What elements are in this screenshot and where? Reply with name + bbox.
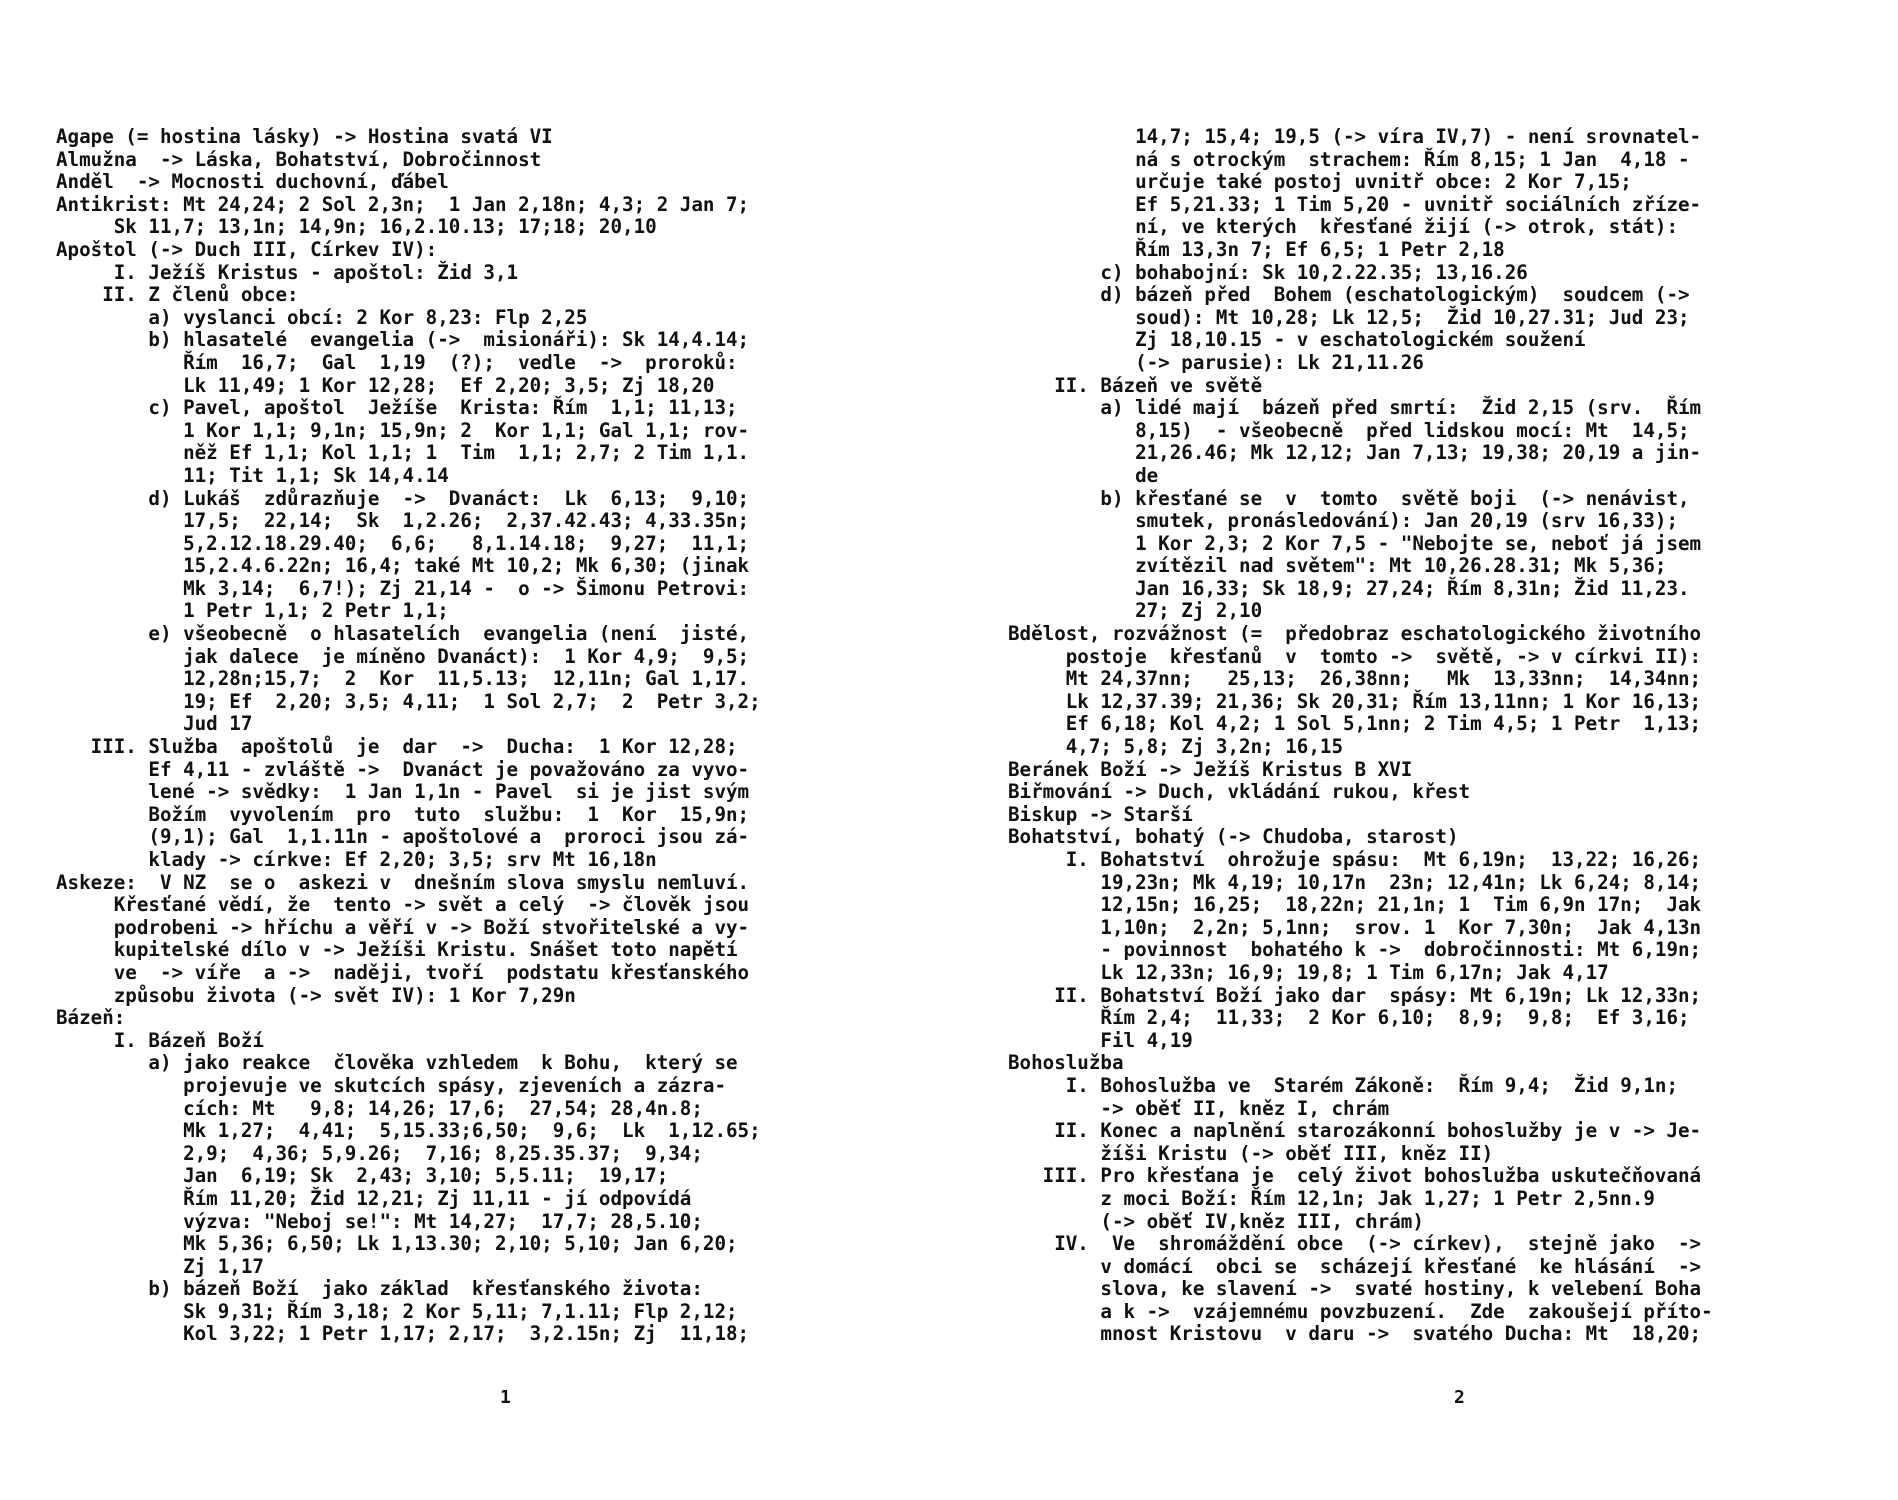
text-line: Mt 24,37nn; 25,13; 26,38nn; Mk 13,33nn; 14,34nn; bbox=[1008, 667, 1702, 691]
text-line: Almužna -> Láska, Bohatství, Dobročinnost bbox=[56, 147, 542, 171]
text-line: II. Bázeň ve světě bbox=[1008, 373, 1263, 397]
text-line: Bohoslužba bbox=[1008, 1051, 1124, 1075]
text-line: Apoštol (-> Duch III, Církev IV): bbox=[56, 237, 438, 261]
text-line: III. Pro křesťana je celý život bohoslužba uskutečňovaná bbox=[1008, 1164, 1702, 1188]
text-line: a) jako reakce člověka vzhledem k Bohu, který se bbox=[56, 1051, 738, 1075]
text-line: Biskup -> Starší bbox=[1008, 802, 1193, 826]
text-line: Ef 4,11 - zvláště -> Dvanáct je považováno za vyvo- bbox=[56, 757, 750, 781]
text-line: lené -> svědky: 1 Jan 1,1n - Pavel si je jist svým bbox=[56, 780, 750, 804]
text-line: Křesťané vědí, že tento -> svět a celý -> člověk jsou bbox=[56, 893, 750, 917]
text-line: -> oběť II, kněz I, chrám bbox=[1008, 1096, 1390, 1120]
text-line: způsobu života (-> svět IV): 1 Kor 7,29n bbox=[56, 983, 576, 1007]
text-line: Agape (= hostina lásky) -> Hostina svatá VI bbox=[56, 125, 553, 148]
text-line: 11; Tit 1,1; Sk 14,4.14 bbox=[56, 463, 449, 487]
text-line: Biřmování -> Duch, vkládání rukou, křest bbox=[1008, 780, 1471, 804]
text-line: Mk 1,27; 4,41; 5,15.33;6,50; 9,6; Lk 1,12.65; bbox=[56, 1119, 761, 1143]
text-line: Ef 6,18; Kol 4,2; 1 Sol 5,1nn; 2 Tim 4,5; 1 Petr 1,13; bbox=[1008, 712, 1702, 736]
text-line: (-> parusie): Lk 21,11.26 bbox=[1008, 350, 1424, 374]
text-line: 1 Kor 1,1; 9,1n; 15,9n; 2 Kor 1,1; Gal 1,1; rov- bbox=[56, 418, 750, 442]
text-line: II. Konec a naplnění starozákonní bohoslužby je v -> Je- bbox=[1008, 1119, 1702, 1143]
text-line: v domácí obci se scházejí křesťané ke hlásání -> bbox=[1008, 1254, 1702, 1278]
text-line: smutek, pronásledování): Jan 20,19 (srv 16,33); bbox=[1008, 509, 1679, 533]
text-line: Božím vyvolením pro tuto službu: 1 Kor 15,9n; bbox=[56, 802, 750, 826]
text-line: ní, ve kterých křesťané žijí (-> otrok, stát): bbox=[1008, 215, 1679, 239]
text-line: Antikrist: Mt 24,24; 2 Sol 2,3n; 1 Jan 2,18n; 4,3; 2 Jan 7; bbox=[56, 192, 750, 216]
text-line: Mk 5,36; 6,50; Lk 1,13.30; 2,10; 5,10; Jan 6,20; bbox=[56, 1232, 738, 1256]
text-line: I. Ježíš Kristus - apoštol: Žid 3,1 bbox=[56, 260, 519, 284]
text-line: 19,23n; Mk 4,19; 10,17n 23n; 12,41n; Lk 6,24; 8,14; bbox=[1008, 870, 1702, 894]
text-line: III. Služba apoštolů je dar -> Ducha: 1 Kor 12,28; bbox=[56, 735, 738, 759]
text-line: 2,9; 4,36; 5,9.26; 7,16; 8,25.35.37; 9,34; bbox=[56, 1141, 703, 1165]
text-line: 19; Ef 2,20; 3,5; 4,11; 1 Sol 2,7; 2 Petr 3,2; bbox=[56, 689, 761, 713]
text-line: Řím 11,20; Žid 12,21; Zj 11,11 - jí odpovídá bbox=[56, 1186, 692, 1210]
text-line: 1 Petr 1,1; 2 Petr 1,1; bbox=[56, 599, 449, 623]
text-line: Kol 3,22; 1 Petr 1,17; 2,17; 3,2.15n; Zj 11,18; bbox=[56, 1322, 750, 1346]
text-line: zvítězil nad světem": Mt 10,26.28.31; Mk 5,36; bbox=[1008, 554, 1667, 578]
text-line: (-> oběť IV,kněz III, chrám) bbox=[1008, 1209, 1424, 1233]
text-line: - povinnost bohatého k -> dobročinnosti: Mt 6,19n; bbox=[1008, 938, 1702, 962]
text-line: slova, ke slavení -> svaté hostiny, k velebení Boha bbox=[1008, 1277, 1702, 1301]
text-line: b) křesťané se v tomto světě boji (-> nenávist, bbox=[1008, 486, 1690, 510]
text-line: Jan 6,19; Sk 2,43; 3,10; 5,5.11; 19,17; bbox=[56, 1164, 669, 1188]
text-line: Jud 17 bbox=[56, 712, 253, 736]
page-number-right: 2 bbox=[1454, 1387, 1465, 1408]
text-line: 5,2.12.18.29.40; 6,6; 8,1.14.18; 9,27; 11,1; bbox=[56, 531, 750, 555]
text-line: Zj 18,10.15 - v eschatologickém soužení bbox=[1008, 328, 1586, 352]
text-line: projevuje ve skutcích spásy, zjeveních a zázra- bbox=[56, 1073, 727, 1097]
page-number-left: 1 bbox=[500, 1387, 511, 1408]
text-line: a k -> vzájemnému povzbuzení. Zde zakoušejí příto- bbox=[1008, 1299, 1713, 1323]
text-line: Lk 12,37.39; 21,36; Sk 20,31; Řím 13,11nn; 1 Kor 16,13; bbox=[1008, 689, 1702, 713]
text-line: 1 Kor 2,3; 2 Kor 7,5 - "Nebojte se, neboť já jsem bbox=[1008, 531, 1702, 555]
text-line: Mk 3,14; 6,7!); Zj 21,14 - o -> Šimonu Petrovi: bbox=[56, 576, 750, 600]
text-line: cích: Mt 9,8; 14,26; 17,6; 27,54; 28,4n.8; bbox=[56, 1096, 703, 1120]
text-line: klady -> církve: Ef 2,20; 3,5; srv Mt 16,18n bbox=[56, 848, 657, 871]
text-line: II. Bohatství Boží jako dar spásy: Mt 6,19n; Lk 12,33n; bbox=[1008, 983, 1702, 1007]
text-line: II. Z členů obce: bbox=[56, 283, 299, 307]
text-line: c) Pavel, apoštol Ježíše Krista: Řím 1,1; 11,13; bbox=[56, 396, 738, 420]
text-line: z moci Boží: Řím 12,1n; Jak 1,27; 1 Petr 2,5nn.9 bbox=[1008, 1186, 1655, 1210]
text-line: mnost Kristovu v daru -> svatého Ducha: Mt 18,20; bbox=[1008, 1322, 1702, 1346]
text-line: b) hlasatelé evangelia (-> misionáři): Sk 14,4.14; bbox=[56, 328, 750, 352]
text-line: d) Lukáš zdůrazňuje -> Dvanáct: Lk 6,13; 9,10; bbox=[56, 486, 750, 510]
text-line: Askeze: V NZ se o askezi v dnešním slova smyslu nemluví. bbox=[56, 870, 750, 894]
text-line: d) bázeň před Bohem (eschatologickým) soudcem (-> bbox=[1008, 283, 1690, 307]
text-line: Řím 13,3n 7; Ef 6,5; 1 Petr 2,18 bbox=[1008, 237, 1505, 261]
text-line: b) bázeň Boží jako základ křesťanského života: bbox=[56, 1277, 703, 1301]
text-line: Fil 4,19 bbox=[1008, 1028, 1193, 1052]
text-line: Bdělost, rozvážnost (= předobraz eschatologického životního bbox=[1008, 622, 1702, 646]
text-line: žíši Kristu (-> oběť III, kněz II) bbox=[1008, 1141, 1494, 1165]
page-left-text bbox=[56, 126, 906, 1346]
text-line: podrobeni -> hříchu a věří v -> Boží stvořitelské a vy- bbox=[56, 915, 750, 939]
text-line: něž Ef 1,1; Kol 1,1; 1 Tim 1,1; 2,7; 2 Tim 1,1. bbox=[56, 441, 750, 465]
text-line: Lk 11,49; 1 Kor 12,28; Ef 2,20; 3,5; Zj 18,20 bbox=[56, 373, 715, 397]
text-line: 8,15) - všeobecně před lidskou mocí: Mt 14,5; bbox=[1008, 418, 1690, 442]
text-line: 27; Zj 2,10 bbox=[1008, 599, 1263, 623]
text-line: Anděl -> Mocnosti duchovní, ďábel bbox=[56, 170, 449, 194]
text-line: 21,26.46; Mk 12,12; Jan 7,13; 19,38; 20,19 a jin- bbox=[1008, 441, 1702, 465]
text-line: (9,1); Gal 1,1.11n - apoštolové a proroci jsou zá- bbox=[56, 825, 750, 849]
text-line: 17,5; 22,14; Sk 1,2.26; 2,37.42.43; 4,33.35n; bbox=[56, 509, 750, 533]
text-line: určuje také postoj uvnitř obce: 2 Kor 7,15; bbox=[1008, 170, 1632, 194]
text-line: IV. Ve shromáždění obce (-> církev), stejně jako -> bbox=[1008, 1232, 1702, 1256]
text-line: I. Bohoslužba ve Starém Zákoně: Řím 9,4; Žid 9,1n; bbox=[1008, 1073, 1679, 1097]
text-line: Bohatství, bohatý (-> Chudoba, starost) bbox=[1008, 825, 1459, 849]
text-line: Jan 16,33; Sk 18,9; 27,24; Řím 8,31n; Žid 11,23. bbox=[1008, 576, 1690, 600]
text-line: výzva: "Neboj se!": Mt 14,27; 17,7; 28,5.10; bbox=[56, 1209, 703, 1233]
text-line: c) bohabojní: Sk 10,2.22.35; 13,16.26 bbox=[1008, 260, 1528, 284]
text-line: I. Bohatství ohrožuje spásu: Mt 6,19n; 13,22; 16,26; bbox=[1008, 848, 1702, 871]
text-line: kupitelské dílo v -> Ježíši Kristu. Snášet toto napětí bbox=[56, 938, 738, 962]
text-line: Ef 5,21.33; 1 Tim 5,20 - uvnitř sociálních zříze- bbox=[1008, 192, 1702, 216]
text-line: 14,7; 15,4; 19,5 (-> víra IV,7) - není srovnatel- bbox=[1008, 125, 1702, 148]
text-line: 12,28n;15,7; 2 Kor 11,5.13; 12,11n; Gal 1,17. bbox=[56, 667, 750, 691]
text-line: Beránek Boží -> Ježíš Kristus B XVI bbox=[1008, 757, 1413, 781]
text-line: e) všeobecně o hlasatelích evangelia (není jisté, bbox=[56, 622, 750, 646]
text-line: jak dalece je míněno Dvanáct): 1 Kor 4,9; 9,5; bbox=[56, 644, 750, 668]
text-line: Zj 1,17 bbox=[56, 1254, 264, 1278]
text-line: Lk 12,33n; 16,9; 19,8; 1 Tim 6,17n; Jak 4,17 bbox=[1008, 960, 1609, 984]
page-right-text bbox=[1008, 126, 1858, 1346]
text-line: postoje křesťanů v tomto -> světě, -> v církvi II): bbox=[1008, 644, 1702, 668]
text-line: ve -> víře a -> naději, tvoří podstatu křesťanského bbox=[56, 960, 750, 984]
text-line: Sk 9,31; Řím 3,18; 2 Kor 5,11; 7,1.11; Flp 2,12; bbox=[56, 1299, 738, 1323]
text-line: a) vyslanci obcí: 2 Kor 8,23: Flp 2,25 bbox=[56, 305, 588, 329]
text-line: 12,15n; 16,25; 18,22n; 21,1n; 1 Tim 6,9n 17n; Jak bbox=[1008, 893, 1702, 917]
text-line: de bbox=[1008, 463, 1159, 487]
text-line: Řím 2,4; 11,33; 2 Kor 6,10; 8,9; 9,8; Ef 3,16; bbox=[1008, 1006, 1690, 1030]
text-line: Bázeň: bbox=[56, 1006, 126, 1030]
text-line: 15,2.4.6.22n; 16,4; také Mt 10,2; Mk 6,30; (jinak bbox=[56, 554, 750, 578]
text-line: ná s otrockým strachem: Řím 8,15; 1 Jan 4,18 - bbox=[1008, 147, 1690, 171]
text-line: Sk 11,7; 13,1n; 14,9n; 16,2.10.13; 17;18; 20,10 bbox=[56, 215, 657, 239]
text-line: 4,7; 5,8; Zj 3,2n; 16,15 bbox=[1008, 735, 1344, 759]
text-line: 1,10n; 2,2n; 5,1nn; srov. 1 Kor 7,30n; Jak 4,13n bbox=[1008, 915, 1702, 939]
text-line: Řím 16,7; Gal 1,19 (?); vedle -> proroků: bbox=[56, 350, 738, 374]
text-line: I. Bázeň Boží bbox=[56, 1028, 264, 1052]
text-line: soud): Mt 10,28; Lk 12,5; Žid 10,27.31; Jud 23; bbox=[1008, 305, 1690, 329]
text-line: a) lidé mají bázeň před smrtí: Žid 2,15 (srv. Řím bbox=[1008, 396, 1702, 420]
